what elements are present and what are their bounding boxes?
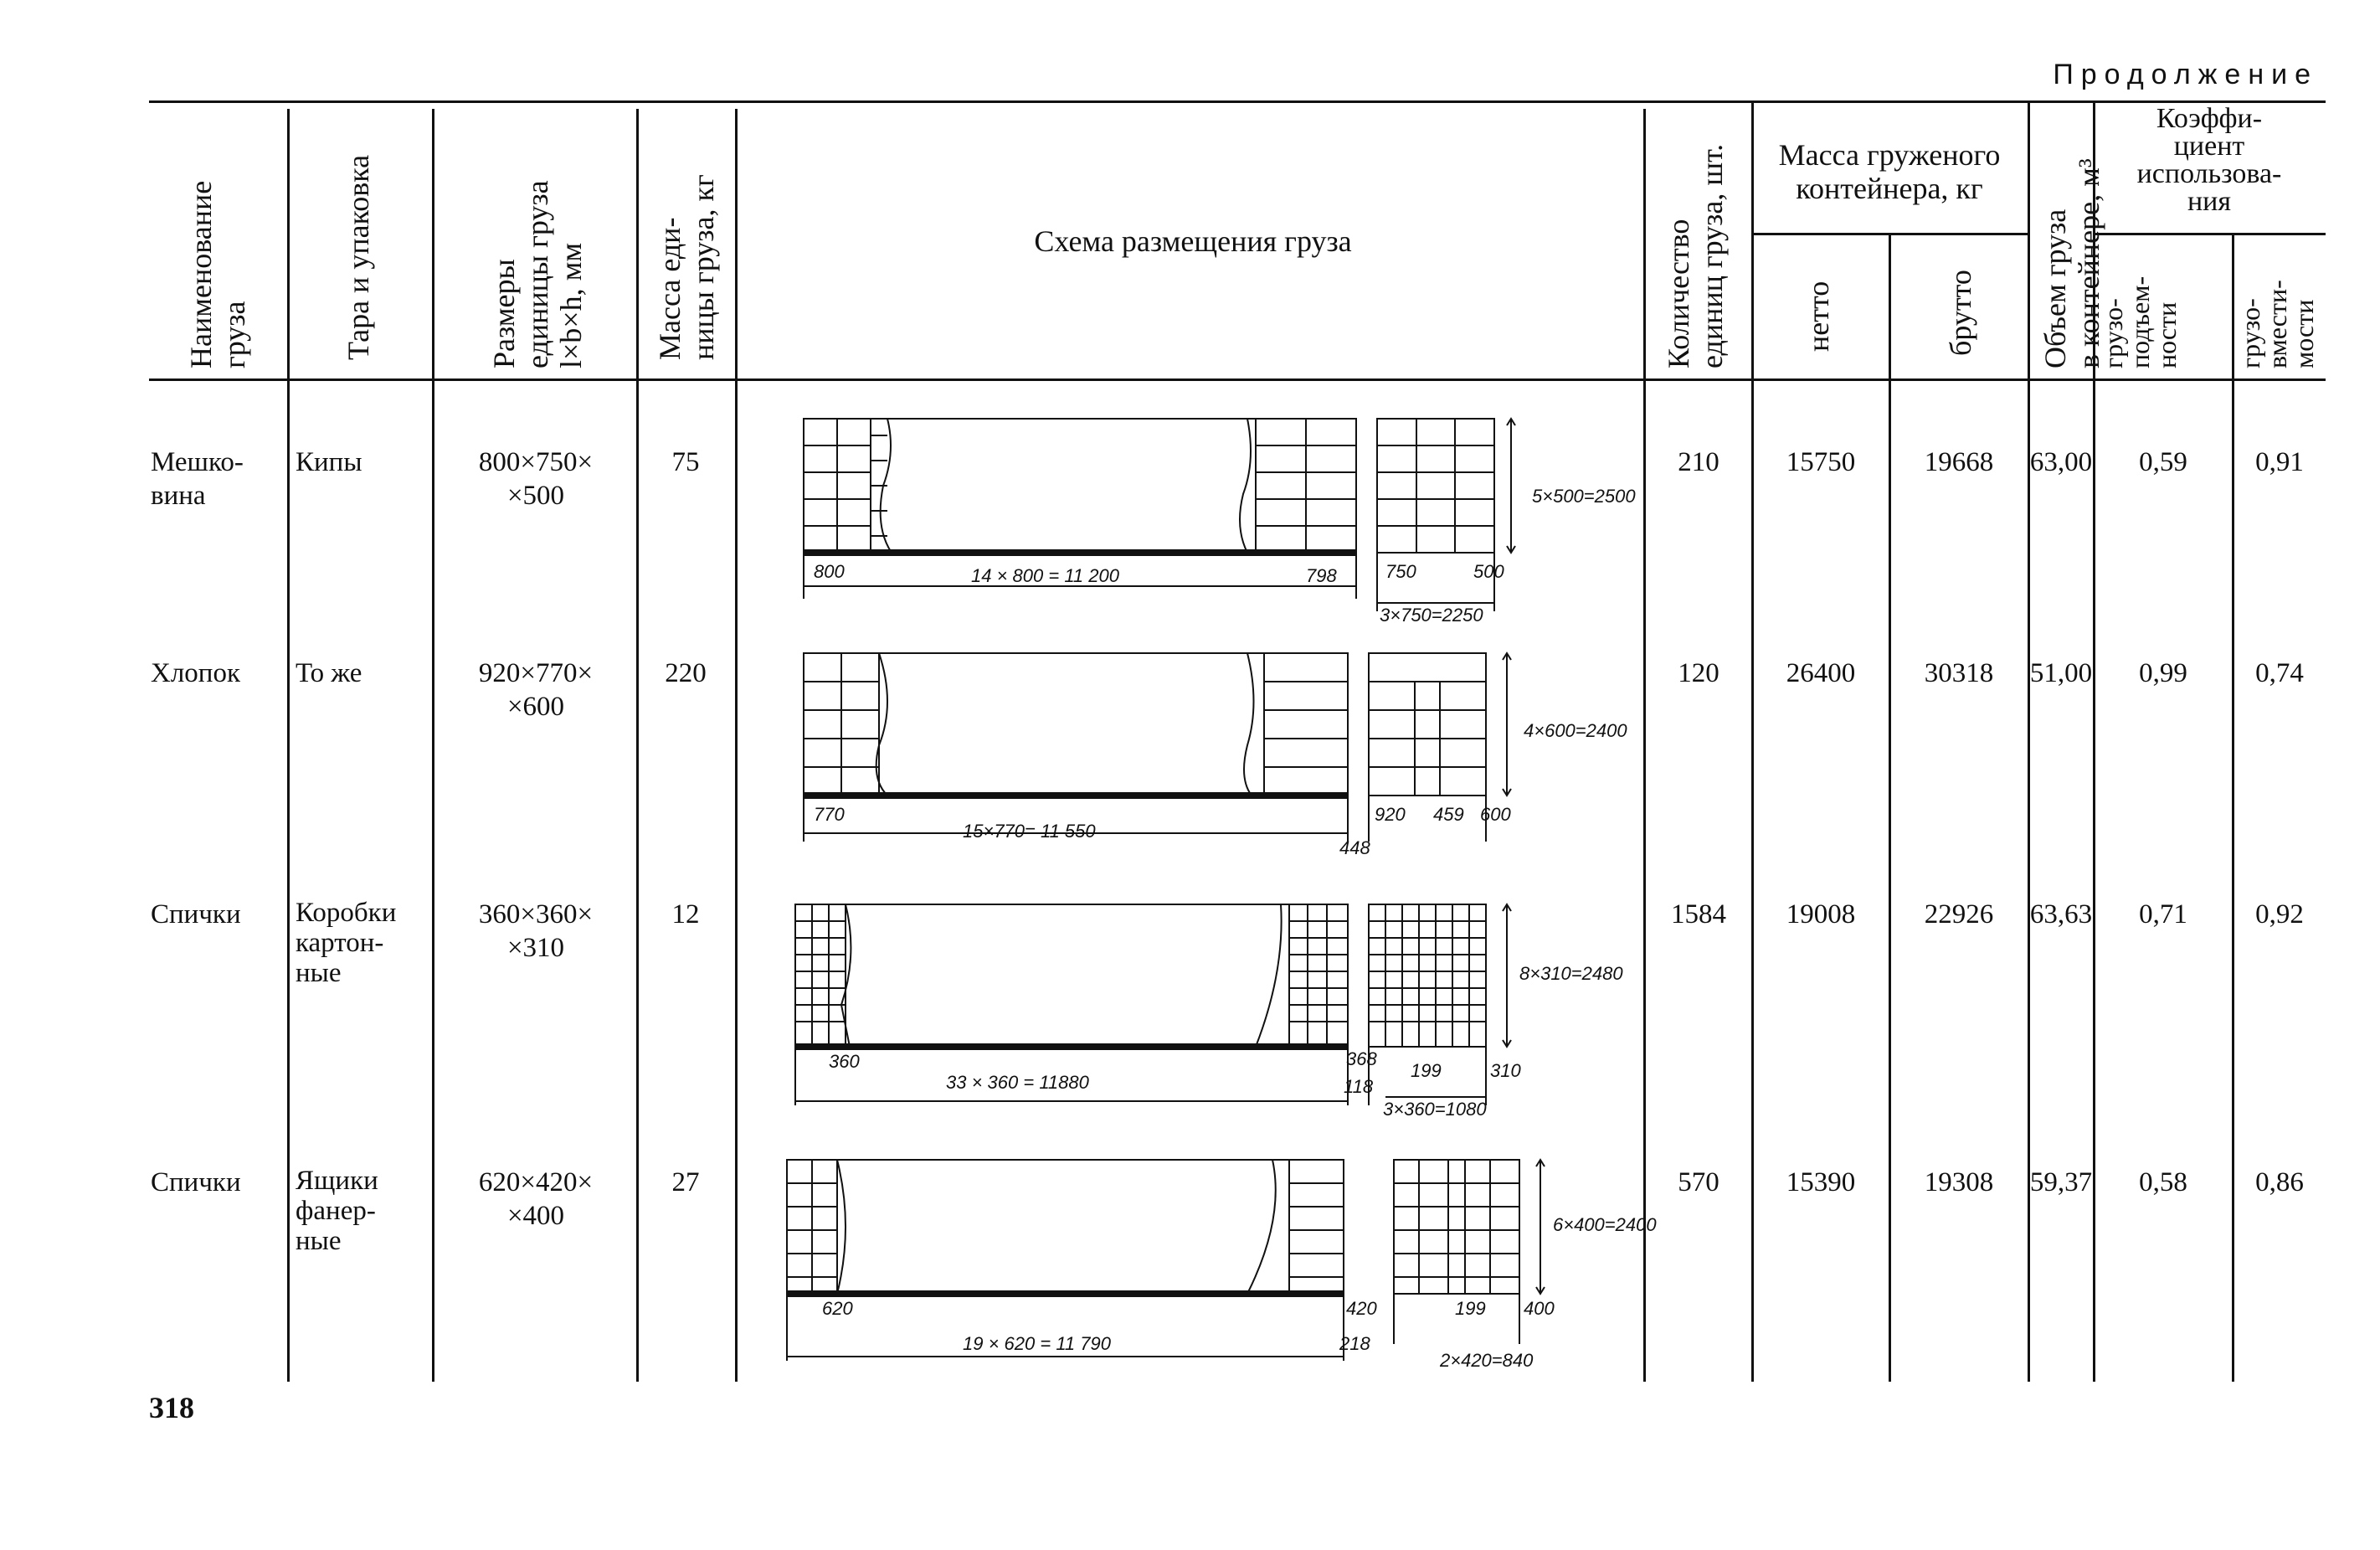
header-dimensions: Размеры единицы груза l×b×h, мм — [487, 180, 588, 368]
row4-name: Спички — [151, 1167, 241, 1197]
scheme1-height: 5×500=2500 — [1532, 486, 1636, 507]
col-rule-2 — [432, 109, 434, 1382]
header-quantity: Количество единиц груза, шт. — [1662, 143, 1729, 368]
col-rule-4 — [735, 109, 738, 1382]
scheme2-unit: 770 — [814, 804, 845, 825]
row2-net: 26400 — [1786, 658, 1856, 688]
header-net: нетто — [1802, 281, 1835, 352]
header-coef: Коэффи- циент использова- ния — [2136, 103, 2282, 217]
loading-scheme-1 — [779, 402, 1636, 636]
row2-quantity: 120 — [1678, 658, 1719, 688]
row2-packaging: То же — [296, 658, 362, 688]
scheme2-rest: 448 — [1339, 837, 1370, 858]
scheme2-length: 15×770= 11 550 — [963, 821, 1096, 842]
scheme2-width: 459 — [1433, 804, 1464, 825]
row3-dimensions: 360×360× ×310 — [478, 899, 594, 963]
scheme3-width: 3×360=1080 — [1383, 1099, 1487, 1120]
continued-label: Продолжение — [2053, 59, 2318, 90]
row3-packaging: Коробки картон- ные — [296, 898, 397, 988]
row2-gross: 30318 — [1924, 658, 1994, 688]
scheme4-unit: 620 — [822, 1298, 853, 1319]
row4-k-volume: 0,86 — [2255, 1167, 2304, 1197]
scheme4-length: 19 × 620 = 11 790 — [963, 1333, 1111, 1354]
loading-scheme-3 — [762, 888, 1632, 1130]
scheme3-height: 8×310=2480 — [1519, 963, 1623, 984]
row4-dimensions: 620×420× ×400 — [478, 1167, 594, 1231]
row3-gross: 22926 — [1924, 899, 1994, 929]
row2-dimensions: 920×770× ×600 — [478, 658, 594, 722]
scheme4-height: 6×400=2400 — [1553, 1214, 1657, 1235]
row3-unit-mass: 12 — [671, 899, 700, 929]
row3-k-capacity: 0,71 — [2139, 899, 2187, 929]
scheme3-rest: 118 — [1344, 1076, 1374, 1097]
row1-name: Мешко- вина — [151, 447, 244, 511]
scheme1-w-unit: 750 — [1385, 561, 1416, 582]
row2-k-capacity: 0,99 — [2139, 658, 2187, 688]
scheme3-h-unit: 310 — [1490, 1060, 1521, 1081]
row3-volume: 63,63 — [2029, 899, 2093, 929]
scheme4-w-unit: 199 — [1455, 1298, 1486, 1319]
scheme2-w-unit: 920 — [1375, 804, 1406, 825]
scheme2-h-unit: 600 — [1480, 804, 1511, 825]
row4-net: 15390 — [1786, 1167, 1856, 1197]
scheme1-unit: 800 — [814, 561, 845, 582]
header-coef-capacity: грузо- подъем- ности — [2098, 275, 2182, 368]
header-name: Наименование груза — [184, 180, 251, 368]
loading-scheme-4 — [753, 1147, 1657, 1390]
header-volume: Объем груза в контейнере, м³ — [2038, 158, 2105, 368]
col-rule-7 — [1889, 234, 1891, 1382]
header-loaded-mass: Масса груженого контейнера, кг — [1778, 138, 2001, 205]
scheme1-width: 3×750=2250 — [1380, 605, 1483, 626]
row2-unit-mass: 220 — [665, 658, 707, 688]
row4-packaging: Ящики фанер- ные — [296, 1166, 378, 1256]
page-number: 318 — [149, 1391, 194, 1424]
scheme4-h-unit: 400 — [1524, 1298, 1555, 1319]
scheme1-rest: 798 — [1306, 565, 1337, 586]
row3-k-volume: 0,92 — [2255, 899, 2304, 929]
row1-dimensions: 800×750× ×500 — [478, 447, 594, 511]
scheme2-height: 4×600=2400 — [1524, 720, 1627, 741]
row4-quantity: 570 — [1678, 1167, 1719, 1197]
row1-quantity: 210 — [1678, 447, 1719, 477]
row4-gross: 19308 — [1924, 1167, 1994, 1197]
row1-k-capacity: 0,59 — [2139, 447, 2187, 477]
row1-unit-mass: 75 — [671, 447, 700, 477]
col-rule-10 — [2232, 234, 2234, 1382]
row2-k-volume: 0,74 — [2255, 658, 2304, 688]
row1-packaging: Кипы — [296, 447, 362, 477]
row2-name: Хлопок — [151, 658, 240, 688]
row1-k-volume: 0,91 — [2255, 447, 2304, 477]
row1-net: 15750 — [1786, 447, 1856, 477]
row1-gross: 19668 — [1924, 447, 1994, 477]
row1-volume: 63,00 — [2029, 447, 2093, 477]
row3-name: Спички — [151, 899, 241, 929]
header-coef-volume: грузо- вмести- мости — [2235, 280, 2319, 368]
table-top-rule — [149, 100, 2326, 103]
scheme4-width: 2×420=840 — [1440, 1350, 1534, 1371]
header-packaging: Тара и упаковка — [342, 154, 375, 360]
row3-quantity: 1584 — [1671, 899, 1726, 929]
loading-scheme-2 — [779, 645, 1632, 879]
scheme3-extra: 368 — [1346, 1048, 1377, 1069]
col-rule-1 — [287, 109, 290, 1382]
scheme4-extra: 420 — [1346, 1298, 1377, 1319]
header-bottom-rule — [149, 378, 2326, 381]
header-unit-mass: Масса еди- ницы груза, кг — [653, 174, 720, 360]
header-scheme: Схема размещения груза — [1034, 224, 1352, 258]
row4-k-capacity: 0,58 — [2139, 1167, 2187, 1197]
scheme3-unit: 360 — [829, 1051, 860, 1072]
row4-volume: 59,37 — [2029, 1167, 2093, 1197]
header-gross: брутто — [1944, 270, 1977, 356]
scheme3-length: 33 × 360 = 11880 — [946, 1072, 1089, 1093]
scheme3-w-unit: 199 — [1411, 1060, 1442, 1081]
scheme1-h-unit: 500 — [1473, 561, 1504, 582]
row2-volume: 51,00 — [2029, 658, 2093, 688]
row4-unit-mass: 27 — [671, 1167, 700, 1197]
row3-net: 19008 — [1786, 899, 1856, 929]
scheme1-length: 14 × 800 = 11 200 — [971, 565, 1119, 586]
scheme4-rest: 218 — [1339, 1333, 1370, 1354]
